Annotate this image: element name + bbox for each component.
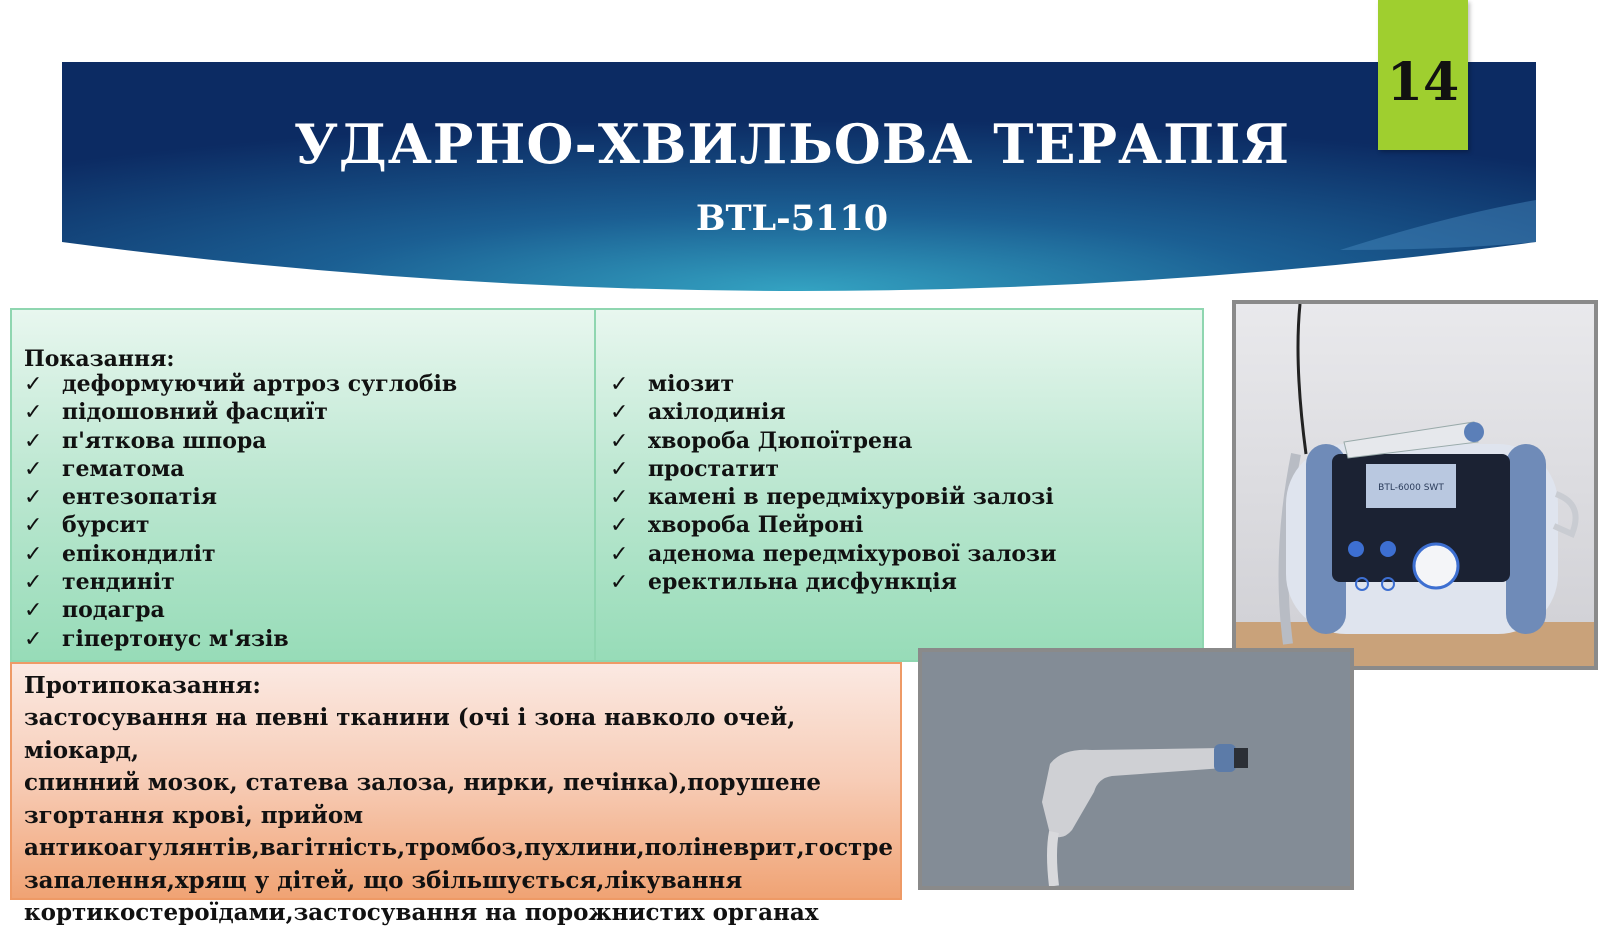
- slide-number: 14: [1386, 52, 1460, 113]
- list-item: ✓ деформуючий артроз суглобів: [24, 370, 457, 398]
- contraindications-label: Протипоказання:: [24, 672, 261, 699]
- list-item: ✓ еректильна дисфункція: [610, 568, 1056, 596]
- list-item: ✓ міозит: [610, 370, 1056, 398]
- list-item: ✓ простатит: [610, 455, 1056, 483]
- indications-list-2: [610, 370, 1056, 596]
- contraindications-panel: [10, 662, 902, 926]
- checkmark-icon: ✓: [610, 513, 629, 539]
- list-item: ✓ ахілодинія: [610, 398, 1056, 426]
- checkmark-icon: ✓: [610, 456, 629, 482]
- list-item: ✓ аденома передміхурової залози: [610, 540, 1056, 568]
- list-item: ✓ хвороба Пейроні: [610, 511, 1056, 539]
- checkmark-icon: ✓: [610, 485, 629, 511]
- checkmark-icon: ✓: [24, 541, 43, 567]
- list-item: ✓ епікондиліт: [24, 540, 457, 568]
- checkmark-icon: ✓: [24, 400, 43, 426]
- indications-label: Показання:: [24, 346, 175, 372]
- checkmark-icon: ✓: [24, 626, 43, 652]
- list-item: ✓ гематома: [24, 455, 457, 483]
- checkmark-icon: ✓: [24, 570, 43, 596]
- checkmark-icon: ✓: [610, 400, 629, 426]
- list-item: ✓ камені в передміхуровій залозі: [610, 483, 1056, 511]
- list-item: ✓ тендиніт: [24, 568, 457, 596]
- slide-number-badge: [1378, 0, 1468, 150]
- slide-title: УДАРНО-ХВИЛЬОВА ТЕРАПІЯ: [293, 112, 1291, 176]
- checkmark-icon: ✓: [24, 598, 43, 624]
- checkmark-icon: ✓: [24, 513, 43, 539]
- indications-panel-right: [594, 308, 1204, 662]
- checkmark-icon: ✓: [24, 372, 43, 397]
- applicator-illustration: [922, 652, 1350, 886]
- checkmark-icon: ✓: [610, 541, 629, 567]
- list-item: ✓ п'яткова шпора: [24, 427, 457, 455]
- indications-list-1: [24, 370, 457, 653]
- checkmark-icon: ✓: [610, 372, 629, 397]
- applicator-photo: [918, 648, 1354, 890]
- device-illustration: [1236, 304, 1594, 666]
- checkmark-icon: ✓: [24, 428, 43, 454]
- checkmark-icon: ✓: [610, 570, 629, 596]
- indications-panel-left: [10, 308, 596, 662]
- checkmark-icon: ✓: [24, 456, 43, 482]
- contraindications-text: застосування на певні тканини (очі і зона навколо очей, міокард, спинний мозок, статева залоза, нирки, печінка),порушене згортання крові, прийом антикоагулянтів,вагітність,тромбоз,пухлини,поліневрит,гостре запалення,хрящ у дітей, що збільшується,лікування кортикостероїдами,застосування на порожнистих органах: [24, 704, 894, 926]
- list-item: ✓ гіпертонус м'язів: [24, 625, 457, 653]
- list-item: ✓ бурсит: [24, 511, 457, 539]
- device-photo: [1232, 300, 1598, 670]
- list-item: ✓ підошовний фасциїт: [24, 398, 457, 426]
- slide-subtitle: BTL-5110: [695, 198, 889, 239]
- list-item: ✓ хвороба Дюпоїтрена: [610, 427, 1056, 455]
- list-item: ✓ ентезопатія: [24, 483, 457, 511]
- checkmark-icon: ✓: [610, 428, 629, 454]
- device-screen-text: BTL-6000 SWT: [1378, 483, 1444, 493]
- list-item: ✓ подагра: [24, 596, 457, 624]
- checkmark-icon: ✓: [24, 485, 43, 511]
